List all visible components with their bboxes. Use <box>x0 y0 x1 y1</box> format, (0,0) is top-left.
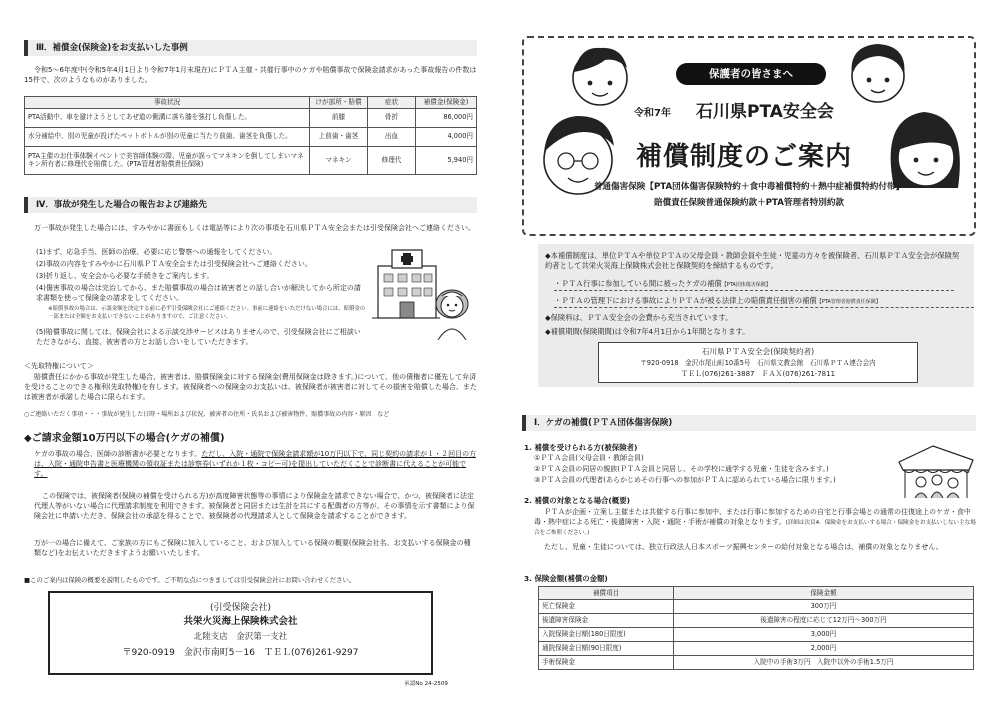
claim-paragraph-1 <box>34 450 477 480</box>
coverage-scope-text <box>534 508 976 538</box>
section-4-header: Ⅳ．事故が発生した場合の報告および連絡先 <box>24 197 477 213</box>
girl-face <box>852 44 905 102</box>
coverage-item-2-note: 【PTA管理者賠償責任保険】 <box>816 299 881 305</box>
table-row <box>25 127 477 146</box>
step-2: (2)事故の内容をすみやかに石川県ＰＴＡ安全会または引受保険会社へご連絡ください。 <box>36 260 312 268</box>
table-row <box>539 628 974 642</box>
coverage-scope-note: (詳細は次頁4．保険金をお支払いする場合・保険金をお支払いしない主な場合をご参照ください。) <box>534 519 976 536</box>
cell-benefit-amount: 2,000円 <box>674 642 974 656</box>
col-benefit-amount: 保険金額 <box>674 587 974 600</box>
col-part: けが部所・賠償 <box>310 97 368 109</box>
info-bullet-1: ◆本補償制度は、単位ＰＴＡや単位ＰＴＡの父母会員・教師会員や生徒・児童の方々を被保険者、石川県ＰＴＡ安全会が保険契約者として共栄火災海上保険株式会社と保険契約を締結するものです。 <box>545 251 960 271</box>
col-symptom: 症状 <box>368 97 416 109</box>
contractor-name: 石川県ＰＴＡ安全会(保険契約者) <box>701 347 815 356</box>
badge-guardians: 保護者の皆さまへ <box>676 63 826 85</box>
table-row <box>539 614 974 628</box>
contractor-tel: ＴＥＬ(076)261-3887 ＦＡＸ(076)261-7811 <box>680 370 836 378</box>
approval-number: 承認No 24-2509 <box>404 681 448 687</box>
section-4-intro: 万一事故が発生した場合には、すみやかに書面もしくは電話等により次の事項を石川県ＰＴＡ安全会または引受保険会社へご連絡ください。 <box>34 224 475 232</box>
benefit-table-header <box>539 587 974 600</box>
cell-benefit-amount: 後遺障害の程度に応じて12万円～300万円 <box>674 614 974 628</box>
benefit-amount-title: 3. 保険金額(補償の金額) <box>524 574 608 583</box>
event-tent-illustration <box>893 440 977 500</box>
subtitle-2: 賠償責任保険普通保険約款＋PTA管理者特別約款 <box>653 198 845 208</box>
title-year: 令和7年 <box>634 108 671 119</box>
cell-situation: PTA活動中、車を避けようとしてあぜ道の側溝に落ち膝を強打し負傷した。 <box>25 108 310 127</box>
coverage-exclusion: ただし、児童・生徒については、独立行政法人日本スポーツ振興センターの給付対象となる場合は、補償の対象となりません。 <box>544 543 943 551</box>
step-5: (5)賠償事故に関しては、保険会社による示談交渉サービスはありませんので、引受保険会社にご相談いただきながら、直接、被害者の方とお話し合いをしていただきます。 <box>36 328 361 346</box>
coverage-scope-main: ＰＴＡが企画・立案し主催または共催する行事に参加中、または行事に参加するための自宅と行事会場との通常の往復途上のケガ・食中毒・熱中症による死亡・後遺障害・入院・通院・手術が補償の対象となります。 <box>534 508 971 526</box>
insurer-label: (引受保険会社) <box>209 603 272 613</box>
hospital-nurse-illustration <box>370 244 478 340</box>
insurer-address: 〒920-0919 金沢市南町5－16 ＴＥＬ(076)261-9297 <box>122 648 359 658</box>
table-row <box>539 642 974 656</box>
coverage-scope-title: 2. 補償の対象となる場合(概要) <box>524 496 630 505</box>
cell-symptom: 骨折 <box>368 108 416 127</box>
col-benefit-item: 補償項目 <box>539 587 674 600</box>
subrogation-text: 賠償責任にかかる事故が発生した場合、被害者は、賠償保険金に対する保険金(費用保険金は除きます。)について、他の債権者に優先して弁済を受けることのできる権利(先取特権)を有します。被保険者への保険金のお支払いは、被保険者が被害者に対してその損害を賠償した場合、または被害者が承諾した場合に限られます。 <box>24 373 477 401</box>
case-table <box>24 96 477 175</box>
main-title: 補償制度のご案内 <box>636 142 853 172</box>
cell-symptom: 出血 <box>368 127 416 146</box>
table-row <box>25 146 477 174</box>
cell-situation: PTA主催のお仕事体験イベントで美容師体験の際、児童が誤ってマネキンを倒してしまいマネキン所有者に修理代を賠償した。(PTA管理者賠償責任保険) <box>25 146 310 174</box>
insured-title: 1. 補償を受けられる方(被保険者) <box>524 443 638 452</box>
cell-benefit-amount: 300万円 <box>674 600 974 614</box>
claim-p1-a: ケガの事故の場合、医師の診断書が必要となります。 <box>34 450 202 458</box>
coverage-item-1-note: 【PTA団体傷害保険】 <box>721 282 771 288</box>
insured-3: ③ＰＴＡ会員の代理者(あらかじめその行事への参加がＰＴＡに認められている場合に限ります。) <box>534 476 836 484</box>
subtitle-1: 普通傷害保険【PTA団体傷害保険特約＋食中毒補償特約＋熱中症補償特約付帯】 <box>593 182 905 192</box>
insured-1: ①ＰＴＡ会員(父母会員・教師会員) <box>534 454 644 462</box>
cell-amount: 86,000円 <box>416 108 477 127</box>
claim-paragraph-2: この保険では、被保険者(保険の補償を受けられる方)が高度障害状態等の事情により保険金を請求できない場合で、かつ、被保険者に法定代理人等がいない場合に代理請求制度を利用できます。被保険者と同居または生計を共にする配偶者の方等が、その事情を示す書類により保険会社に申請いただき、保険会社の承認を得ることで、被保険者の代理請求人として保険金を請求することができます。 <box>34 492 475 520</box>
section-3-intro: 令和5～6年度中(令和5年4月1日より令和7年1月末現在)にＰＴＡ主催・共催行事中のケガや賠償事故で保険金請求があった事故報告の件数は15件で、次のようなものがありました。 <box>24 66 477 84</box>
step-4: (4)傷害事故の場合は完治してから、また賠償事故の場合は被害者との話し合いが解決してから所定の請求書類を使って保険金の請求をしてください。 <box>36 284 361 302</box>
cell-benefit-amount: 入院中の手術3万円 入院中以外の手術1.5万円 <box>674 656 974 670</box>
step-1: (1)まず、応急手当、医師の治療、必要に応じ警察への通報をしてください。 <box>36 248 277 256</box>
coverage-item-2-text: ・ＰＴＡの管理下における事故によりＰＴＡが被る法律上の賠償責任損害の補償 <box>554 296 817 305</box>
cell-situation: 水分補給中、別の児童が投げたペットボトルが別の児童に当たり前歯、歯茎を負傷した。 <box>25 127 310 146</box>
title-organization: 石川県PTA安全会 <box>696 102 834 122</box>
table-row <box>25 108 477 127</box>
table-row <box>539 656 974 670</box>
boy-face <box>573 48 627 105</box>
cell-part: マネキン <box>310 146 368 174</box>
contact-items: ○ご連絡いただく事項・・・事故が発生した日時・場所および状況、被害者の住所・氏名および被害物件、賠償事故の内容・原因 など <box>24 411 390 418</box>
insured-2: ②ＰＴＡ会員の同居の親族(ＰＴＡ会員と同居し、その学校に通学する児童・生徒を含みます。) <box>534 465 829 473</box>
settlement-note: ※賠償事故の場合は、示談金額を決定する前に必ず引受保険会社にご連絡ください。事前に連絡をいただけない場合には、賠償金の一部または全額をお支払いできないことがありますので、ご注意ください。 <box>48 306 366 320</box>
insurer-name: 共栄火災海上保険株式会社 <box>183 616 298 627</box>
insurer-branch: 北陸支店 金沢第一支社 <box>193 632 288 642</box>
contractor-address: 〒920-0918 金沢市尾山町10番5号 石川県文教会館 石川県ＰＴＡ連合会内 <box>640 359 876 367</box>
insurer-box <box>48 591 433 675</box>
col-amount: 補償金(保険金) <box>416 97 477 109</box>
cell-benefit-item: 通院保険金日額(90日限度) <box>539 642 674 656</box>
cell-benefit-item: 死亡保険金 <box>539 600 674 614</box>
cell-benefit-item: 入院保険金日額(180日限度) <box>539 628 674 642</box>
case-table-header <box>25 97 477 109</box>
cell-part: 前膝 <box>310 108 368 127</box>
contractor-box <box>598 342 918 383</box>
cell-benefit-item: 後遺障害保険金 <box>539 614 674 628</box>
section-3-header: Ⅲ．補償金(保険金)をお支払いした事例 <box>24 40 477 56</box>
cell-amount: 4,000円 <box>416 127 477 146</box>
info-bullet-2: ◆保険料は、ＰＴＡ安全会の会費から充当されています。 <box>545 313 733 322</box>
col-situation: 事故状況 <box>25 97 310 109</box>
footer-note: ■このご案内は保険の概要を説明したものです。ご不明な点につきましては引受保険会社にお問い合わせください。 <box>24 576 356 584</box>
info-bullet-3: ◆補償期間(保険期間)は令和7年4月1日から1年間となります。 <box>545 327 750 336</box>
subrogation-title: ＜先取特権について＞ <box>24 362 94 370</box>
claim-title: ◆ご請求金額10万円以下の場合(ケガの補償) <box>24 433 225 444</box>
cell-amount: 5,940円 <box>416 146 477 174</box>
cell-part: 上前歯・歯茎 <box>310 127 368 146</box>
coverage-item-1-text: ・ＰＴＡ行事に参加している間に被ったケガの補償 <box>554 279 722 288</box>
step-3: (3)折り返し、安全会から必要な手続きをご案内します。 <box>36 272 214 280</box>
section-1-header: Ⅰ．ケガの補償(ＰＴＡ団体傷害保険) <box>522 415 976 431</box>
claim-paragraph-3: 万が一の場合に備えて、ご家族の方にもご保険に加入していること、および加入している保険の概要(保険会社名、お支払いする保険金の種類など)をお伝えいただきますようお願いいたします。 <box>34 539 471 557</box>
coverage-item-2 <box>554 294 974 308</box>
claim-p1-b: ただし、入院・通院で保険金請求額が10万円以下で、同じ契約の請求が１・２回目の方は、入院・通院申告書と医療機関の領収証または診察券(いずれか１枚・コピー可)を提出していただくことで診断書に代えることが可能です。 <box>34 450 477 478</box>
cell-symptom: 修理代 <box>368 146 416 174</box>
table-row <box>539 600 974 614</box>
benefit-table <box>538 586 974 670</box>
mother-face <box>891 112 960 188</box>
coverage-item-1 <box>554 277 954 291</box>
cell-benefit-item: 手術保険金 <box>539 656 674 670</box>
cell-benefit-amount: 3,000円 <box>674 628 974 642</box>
